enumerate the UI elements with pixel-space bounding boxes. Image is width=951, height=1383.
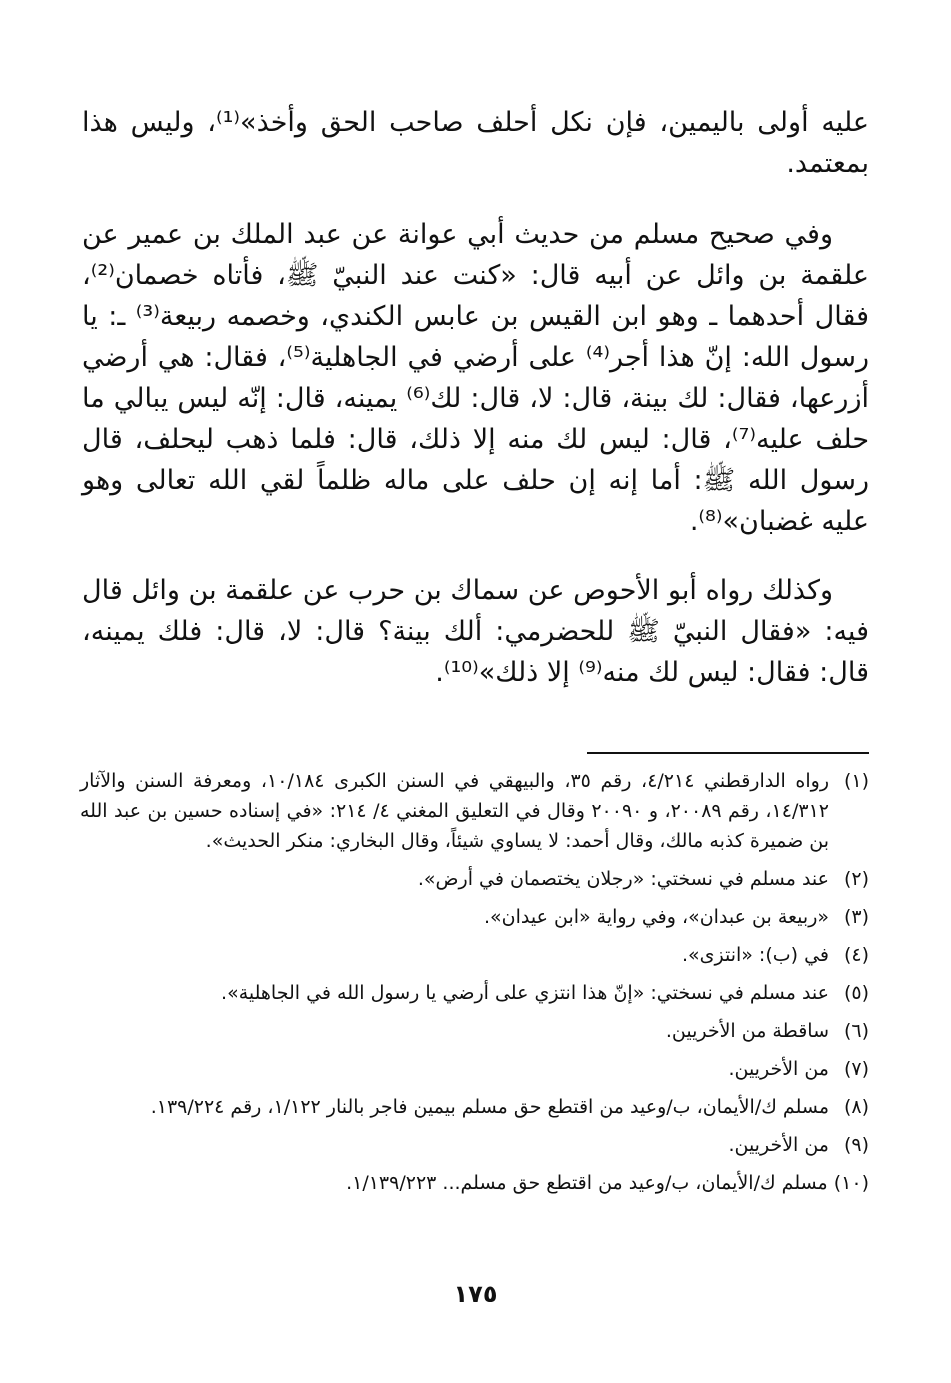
footnote-8: [80, 1092, 869, 1122]
paragraph-2: وفي صحيح مسلم من حديث أبي عوانة عن عبد الملك بن عمير عن علقمة بن وائل عن أبيه قال: «كنت عند النبيّ ﷺ، فأتاه خصمان⁽²⁾، فقال أحدهما ـ وهو ابن القيس بن عابس الكندي، وخصمه ربيعة⁽³⁾ ـ: يا رسول الله: إنّ هذا أجر⁽⁴⁾ على أرضي في الجاهلية⁽⁵⁾، فقال: هي أرضي أزرعها، فقال: لك بينة، قال: لا، قال: لك⁽⁶⁾ يمينه، قال: إنّه ليس يبالي ما حلف عليه⁽⁷⁾، قال: ليس لك منه إلا ذلك، قال: فلما ذهب ليحلف، قال رسول الله ﷺ: أما إنه إن حلف على ماله ظلماً لقي الله تعالى وهو عليه غضبان»⁽⁸⁾.: [82, 219, 870, 537]
footnote-number: (٥): [843, 982, 869, 1004]
footnote-9: [80, 1130, 869, 1160]
footnote-number: (١): [843, 770, 869, 792]
footnote-5: [80, 978, 869, 1008]
footnote-divider: [587, 752, 869, 754]
footnote-text: «ربيعة بن عبدان»، وفي رواية «ابن عيدان».: [484, 906, 829, 928]
footnote-text: من الأخريين.: [728, 1134, 829, 1156]
footnote-number: (٧): [843, 1058, 869, 1080]
footnote-text: عند مسلم في نسختي: «رجلان يختصمان في أرض».: [417, 868, 829, 890]
page-number: ١٧٥: [453, 1280, 498, 1308]
footnote-number: (١٠): [833, 1172, 869, 1194]
footnote-number: (٦): [843, 1020, 869, 1042]
footnote-number: (٢): [843, 868, 869, 890]
main-text-body: [82, 102, 869, 693]
footnote-number: (٤): [843, 944, 869, 966]
footnote-text: من الأخريين.: [728, 1058, 829, 1080]
footnote-text: عند مسلم في نسختي: «إنّ هذا انتزي على أرضي يا رسول الله في الجاهلية».: [221, 982, 829, 1004]
footnote-4: [80, 940, 869, 970]
footnote-number: (٨): [843, 1096, 869, 1118]
footnote-text: في (ب): «انتزى».: [681, 944, 829, 966]
footnote-2: [80, 864, 869, 894]
paragraph-1: عليه أولى باليمين، فإن نكل أحلف صاحب الحق وأخذ»⁽¹⁾، وليس هذا بمعتمد.: [82, 107, 869, 179]
footnotes-section: [80, 766, 869, 1206]
footnote-number: (٣): [843, 906, 869, 928]
footnote-text: مسلم ك/الأيمان، ب/وعيد من اقتطع حق مسلم بيمين فاجر بالنار ١/١٢٢، رقم ١٣٩/٢٢٤.: [150, 1096, 829, 1118]
footnote-7: [80, 1054, 869, 1084]
paragraph-3: وكذلك رواه أبو الأحوص عن سماك بن حرب عن علقمة بن وائل قال فيه: «فقال النبيّ ﷺ للحضرمي: ألك بينة؟ قال: لا، قال: فلك يمينه، قال: فقال: ليس لك منه⁽⁹⁾ إلا ذلك»⁽¹⁰⁾.: [82, 575, 869, 688]
footnote-text: رواه الدارقطني ٤/٢١٤، رقم ٣٥، والبيهقي في السنن الكبرى ١٠/١٨٤، ومعرفة السنن والآثار ١٤/٣١٢، رقم ٢٠٠٨٩، و ٢٠٠٩٠ وقال في التعليق المغني ٤/ ٢١٤: «في إسناده حسين بن عبد الله بن ضميرة كذبه مالك، وقال أحمد: لا يساوي شيئاً، وقال البخاري: منكر الحديث».: [80, 770, 829, 852]
footnote-1: [80, 766, 869, 856]
footnote-6: [80, 1016, 869, 1046]
footnote-10: [80, 1168, 869, 1198]
footnote-3: [80, 902, 869, 932]
footnote-number: (٩): [843, 1134, 869, 1156]
footnote-text: مسلم ك/الأيمان، ب/وعيد من اقتطع حق مسلم... ١/١٣٩/٢٢٣.: [346, 1172, 828, 1194]
footnote-text: ساقطة من الأخريين.: [665, 1020, 829, 1042]
